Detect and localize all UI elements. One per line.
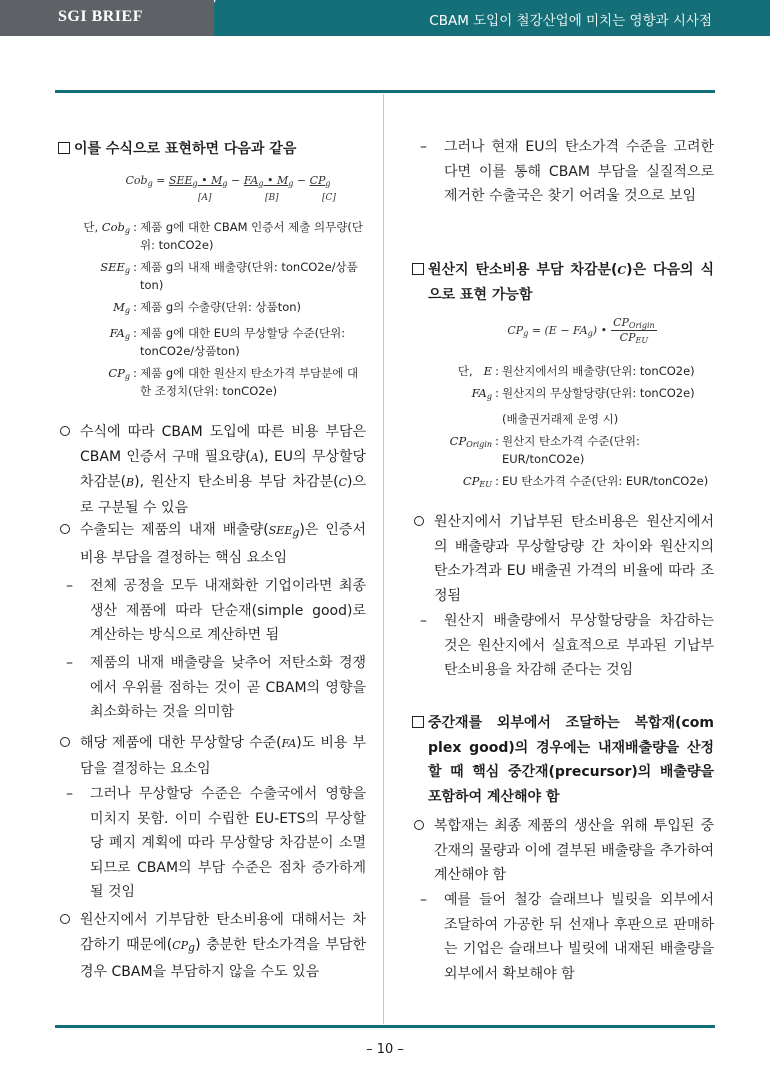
definition-row: CPEU : EU 탄소가격 수준(단위: EUR/tonCO2e) <box>462 474 709 489</box>
bullet-item: 원산지에서 기부담한 탄소비용에 대해서는 차감하기 때문에(CPg) 충분한 탄소가격을 부담한 경우 CBAM을 부담하지 않을 수도 있음 <box>58 908 366 985</box>
circle-bullet-icon <box>58 420 80 520</box>
definition-list <box>60 218 364 404</box>
circle-bullet-icon <box>412 510 434 608</box>
circle-bullet-icon <box>58 518 80 570</box>
definition-row: CPg : 제품 g에 대한 원산지 탄소가격 부담분에 대한 조정치(단위: tonCO2e) <box>108 366 359 398</box>
page-number: – 10 – <box>366 1042 404 1057</box>
square-bullet-icon <box>58 137 74 161</box>
bullet-item: 해당 제품에 대한 무상할당 수준(FA)도 비용 부담을 결정하는 요소임 <box>58 731 366 781</box>
dash-bullet-icon: – <box>66 578 73 594</box>
bullet-item: 원산지에서 기납부된 탄소비용은 원산지에서의 배출량과 무상할당량 간 차이와 원산지의 탄소가격과 EU 배출권 가격의 비율에 따라 조정됨 <box>412 510 714 608</box>
definition-row: 단, Cobg : 제품 g에 대한 CBAM 인증서 제출 의무량(단위: tonCO2e) <box>83 220 363 252</box>
sub-bullet-item: – 그러나 현재 EU의 탄소가격 수준을 고려한다면 이를 통해 CBAM 부담을 실질적으로 제거한 수출국은 찾기 어려울 것으로 보임 <box>412 135 714 209</box>
bullet-item: 수식에 따라 CBAM 도입에 따른 비용 부담은 CBAM 인증서 구매 필요량(A), EU의 무상할당 차감분(B), 원산지 탄소비용 부담 차감분(C)으로 구분될 수 있음 <box>58 420 366 520</box>
section-heading: 이를 수식으로 표현하면 다음과 같음 <box>58 137 366 161</box>
sub-bullet-item: – 그러나 무상할당 수준은 수출국에서 영향을 미치지 못함. 이미 수립한 EU-ETS의 무상할당 폐지 계획에 따라 무상할당 차감분이 소멸되므로 CBAM의 부담 수준은 점차 증가하게 될 것임 <box>58 782 366 905</box>
dash-bullet-icon: – <box>420 613 427 629</box>
circle-bullet-icon <box>58 731 80 781</box>
square-bullet-icon <box>412 258 428 307</box>
definition-list <box>426 362 716 498</box>
sub-bullet-item: – 전체 공정을 모두 내재화한 기업이라면 최종 생산 제품에 따라 단순재(simple good)로 계산하는 방식으로 계산하면 됨 <box>58 574 366 648</box>
circle-bullet-icon <box>58 908 80 985</box>
definition-row: (배출권거래제 운영 시) <box>502 412 619 426</box>
definition-row: 단, E : 원산지에서의 배출량(단위: tonCO2e) <box>457 364 695 378</box>
bullet-item: 수출되는 제품의 내재 배출량(SEEg)은 인증서 비용 부담을 결정하는 핵심 요소임 <box>58 518 366 570</box>
sub-bullet-item: – 예를 들어 철강 슬래브나 빌릿을 외부에서 조달하여 가공한 뒤 선재나 후판으로 판매하는 기업은 슬래브나 빌릿에 내재된 배출량을 외부에서 확보해야 함 <box>412 888 714 986</box>
circle-bullet-icon <box>412 814 434 888</box>
dash-bullet-icon: – <box>66 655 73 671</box>
column-divider <box>383 94 384 1024</box>
sub-bullet-item: – 제품의 내재 배출량을 낮추어 저탄소화 경쟁에서 우위를 점하는 것이 곧 CBAM의 영향을 최소화하는 것을 의미함 <box>58 651 366 725</box>
document-title: CBAM 도입이 철강산업에 미치는 영향과 시사점 <box>429 13 712 29</box>
section-heading: 중간재를 외부에서 조달하는 복합재(com plex good)의 경우에는 내재배출량을 산정할 때 핵심 중간재(precursor)의 배출량을 포함하여 계산해야 함 <box>412 711 714 809</box>
bottom-rule <box>55 1025 715 1028</box>
bullet-item: 복합재는 최종 제품의 생산을 위해 투입된 중간재의 물량과 이에 결부된 배출량을 추가하여 계산해야 함 <box>412 814 714 888</box>
dash-bullet-icon: – <box>420 139 427 155</box>
sub-bullet-item: – 원산지 배출량에서 무상할당량을 차감하는 것은 원산지에서 실효적으로 부과된 기납부 탄소비용을 차감해 준다는 것임 <box>412 609 714 683</box>
page-header <box>0 0 770 36</box>
definition-row: CPOrigin : 원산지 탄소가격 수준(단위: EUR/tonCO2e) <box>449 434 640 466</box>
section-heading: 원산지 탄소비용 부담 차감분(C)은 다음의 식으로 표현 가능함 <box>412 258 714 307</box>
definition-row: FAg : 제품 g에 대한 EU의 무상할당 수준(단위: tonCO2e/상품ton) <box>109 326 346 358</box>
square-bullet-icon <box>412 711 428 809</box>
definition-row: SEEg : 제품 g의 내재 배출량(단위: tonCO2e/상품ton) <box>100 260 358 292</box>
dash-bullet-icon: – <box>66 786 73 802</box>
definition-row: Mg : 제품 g의 수출량(단위: 상품ton) <box>113 300 302 315</box>
formula-cp: CPg = (E − FAg) • CPOrigin CPEU <box>507 316 655 345</box>
formula-cob: Cobg = SEEg • Mg − FAg • Mg − CPg [A] [B] [C] <box>125 174 336 203</box>
brand-label: SGI BRIEF <box>58 8 143 25</box>
top-rule <box>55 90 715 93</box>
definition-row: FAg : 원산지의 무상할당량(단위: tonCO2e) <box>471 386 695 401</box>
dash-bullet-icon: – <box>420 892 427 908</box>
